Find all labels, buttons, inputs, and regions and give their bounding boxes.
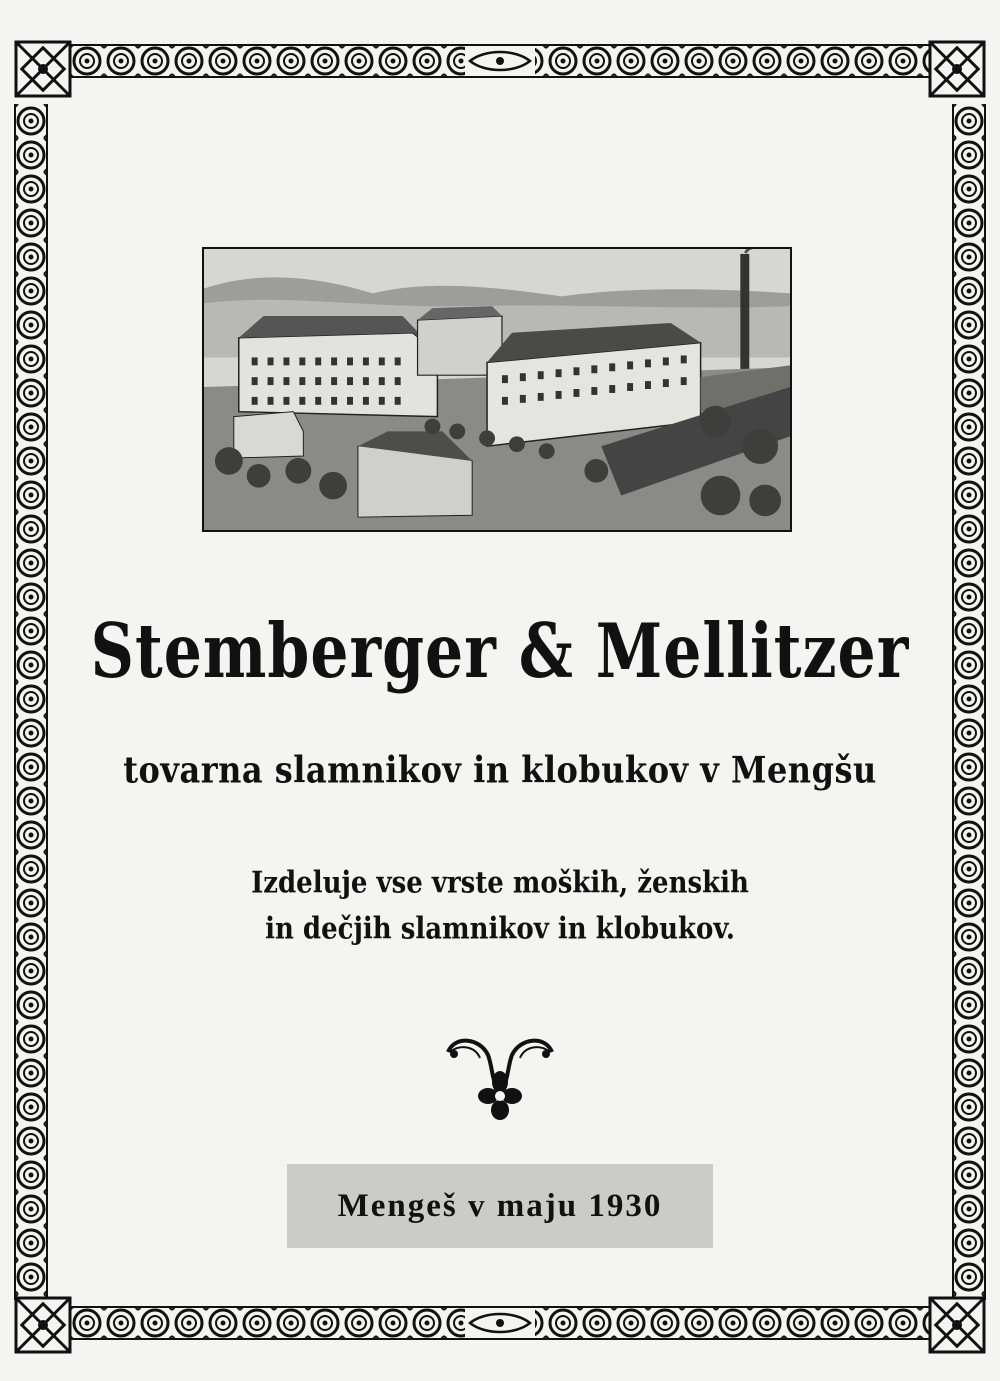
date-box	[287, 1164, 713, 1248]
border-corner-icon	[928, 40, 986, 98]
company-title: Stemberger & Mellitzer	[90, 608, 910, 696]
border-top	[70, 44, 930, 78]
description-line: Izdeluje vse vrste moških, ženskih	[251, 866, 749, 901]
description-line: in dečjih slamnikov in klobukov.	[265, 912, 735, 947]
border-corner-icon	[14, 1296, 72, 1354]
border-right	[952, 104, 986, 1300]
border-bottom	[70, 1306, 930, 1340]
floral-ornament-icon	[440, 1030, 560, 1125]
company-subtitle: tovarna slamnikov in klobukov v Mengšu	[123, 748, 877, 792]
factory-illustration	[202, 247, 792, 532]
date-line: Mengeš v maju 1930	[337, 1187, 663, 1224]
border-corner-icon	[928, 1296, 986, 1354]
border-left	[14, 104, 48, 1300]
border-corner-icon	[14, 40, 72, 98]
